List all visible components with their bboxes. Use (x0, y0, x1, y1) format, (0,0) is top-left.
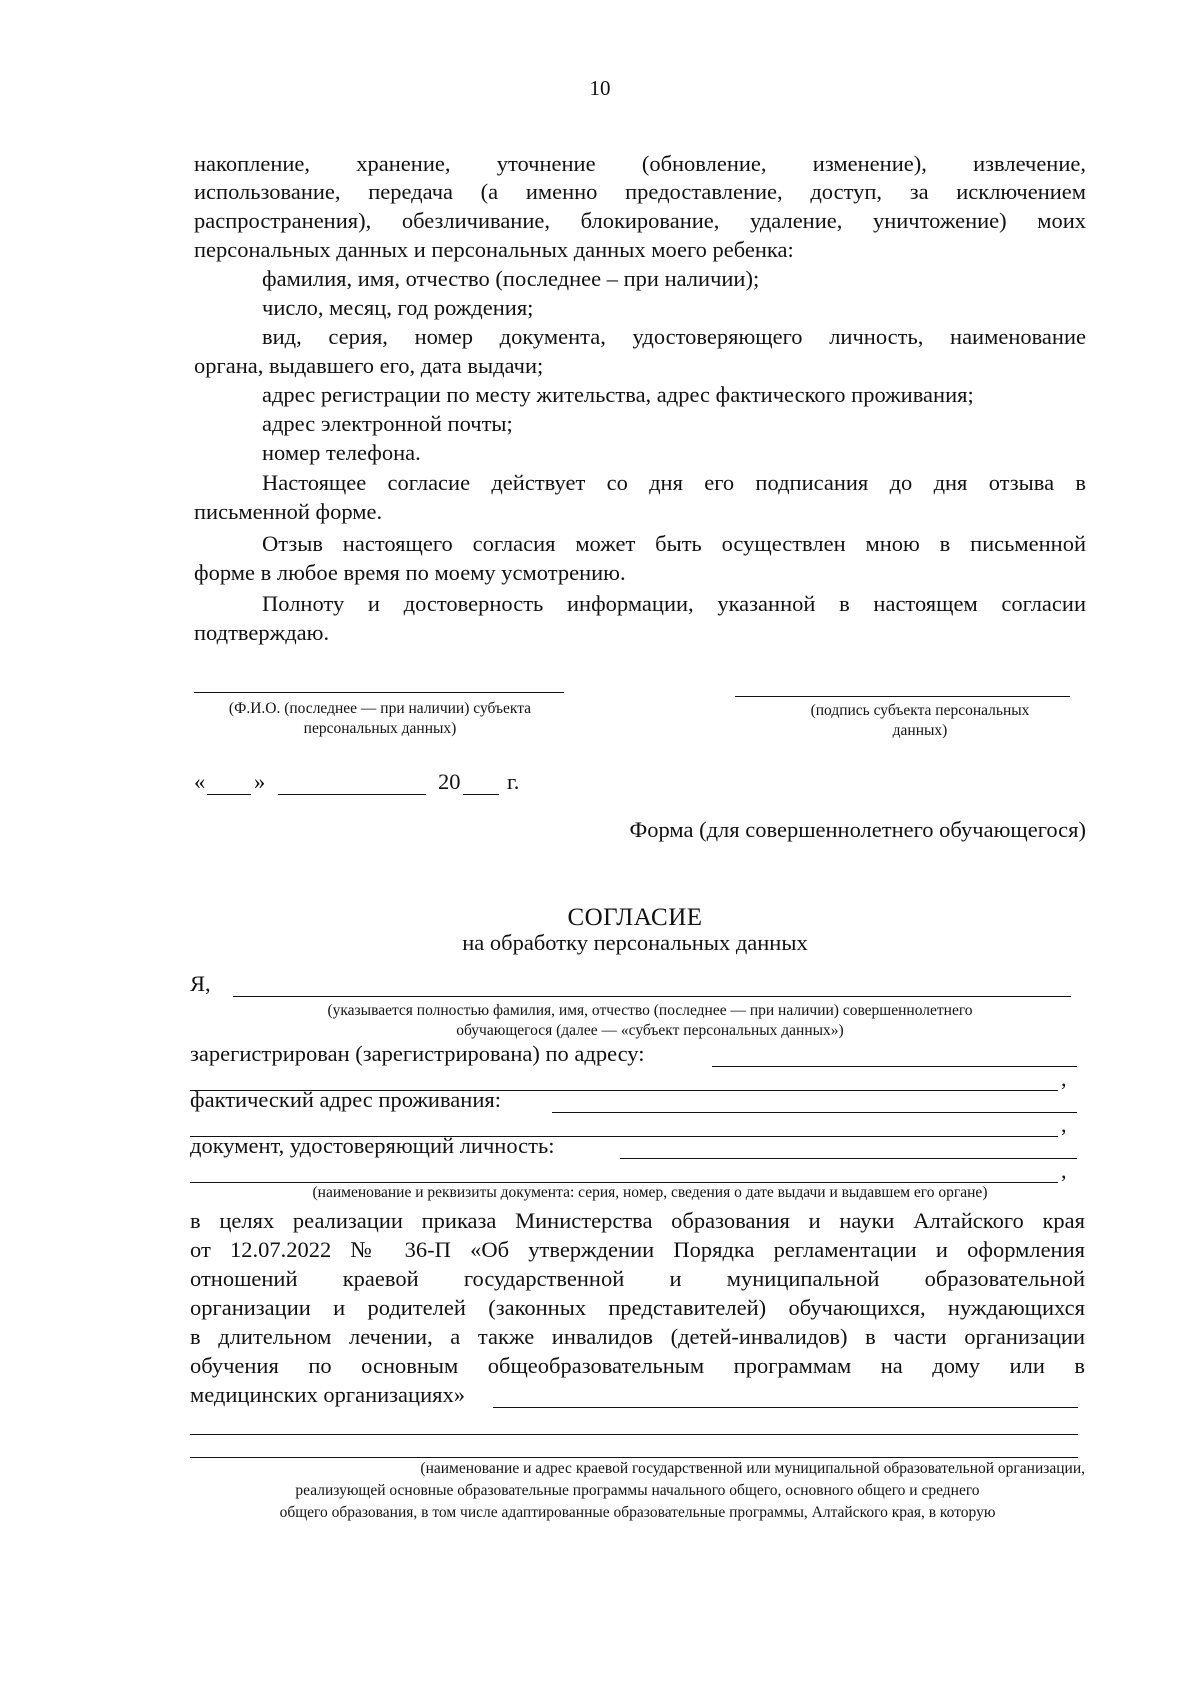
consent-subtitle: на обработку персональных данных (462, 930, 808, 955)
date-day-line (207, 794, 251, 795)
actual-address-field[interactable] (552, 1112, 1077, 1113)
page-number: 10 (589, 76, 611, 100)
validity-line-2: письменной форме. (194, 499, 383, 524)
date-year-suffix: г. (507, 769, 520, 794)
signature-caption-line-2: данных) (892, 722, 948, 739)
fio-caption-line-2: персональных данных) (303, 720, 457, 737)
intro-last-line: персональных данных и персональных данных моего ребенка: (194, 237, 794, 262)
purpose-line-2: от 12.07.2022 № 36-П «Об утверждении Порядка регламентации и оформления (190, 1237, 1085, 1262)
comma: , (1061, 1158, 1067, 1183)
actual-address-label: фактический адрес проживания: (190, 1087, 501, 1112)
registered-address-field[interactable] (712, 1066, 1077, 1067)
confirmation-line-2: подтверждаю. (194, 620, 330, 645)
fio-signature-line (194, 692, 564, 693)
signature-caption-line-1: (подпись субъекта персональных (810, 702, 1030, 719)
purpose-last-line: медицинских организациях» (190, 1382, 465, 1407)
list-item-birthdate: число, месяц, год рождения; (262, 295, 534, 320)
registered-address-label: зарегистрирован (зарегистрирована) по адресу: (190, 1041, 645, 1066)
intro-line-3: распространения), обезличивание, блокирование, удаление, уничтожение) моих (194, 208, 1086, 233)
comma: , (1061, 1112, 1067, 1137)
i-label: Я, (190, 971, 211, 996)
validity-line-1: Настоящее согласие действует со дня его подписания до дня отзыва в (262, 470, 1086, 495)
list-item-email: адрес электронной почты; (262, 411, 513, 436)
date-year-line (463, 794, 499, 795)
purpose-line-6: обучения по основным общеобразовательным программам на дому или в (190, 1353, 1085, 1378)
subject-name-caption-line-1: (указывается полностью фамилия, имя, отчество (последнее — при наличии) совершеннолетнего (327, 1002, 973, 1019)
subject-name-field[interactable] (233, 996, 1071, 997)
date-close-quote: » (254, 769, 266, 794)
organization-field-line-3[interactable] (190, 1457, 1078, 1458)
revocation-line-1: Отзыв настоящего согласия может быть осуществлен мною в письменной (262, 531, 1086, 556)
organization-field-line-2[interactable] (190, 1434, 1078, 1435)
purpose-line-3: отношений краевой государственной и муниципальной образовательной (190, 1266, 1085, 1291)
list-item-fio: фамилия, имя, отчество (последнее – при наличии); (262, 266, 760, 291)
comma: , (1061, 1066, 1067, 1091)
fio-caption-line-1: (Ф.И.О. (последнее — при наличии) субъекта (228, 700, 532, 717)
date-month-line (278, 794, 426, 795)
confirmation-line-1: Полноту и достоверность информации, указанной в настоящем согласии (262, 591, 1086, 616)
organization-caption-line-3: общего образования, в том числе адаптированные образовательные программы, Алтайского края, в которую (279, 1504, 996, 1521)
id-document-label: документ, удостоверяющий личность: (190, 1133, 555, 1158)
id-document-caption: (наименование и реквизиты документа: серия, номер, сведения о дате выдачи и выдавшем его органе) (312, 1184, 988, 1201)
intro-line-2: использование, передача (а именно предоставление, доступ, за исключением (194, 179, 1086, 204)
purpose-line-5: в длительном лечении, а также инвалидов (детей-инвалидов) в части организации (190, 1324, 1085, 1349)
date-year-prefix: 20 (438, 769, 461, 794)
list-item-phone: номер телефона. (262, 440, 421, 465)
purpose-line-1: в целях реализации приказа Министерства образования и науки Алтайского края (190, 1208, 1085, 1233)
organization-field[interactable] (493, 1407, 1078, 1408)
id-document-field[interactable] (620, 1158, 1077, 1159)
list-item-address: адрес регистрации по месту жительства, адрес фактического проживания; (262, 382, 974, 407)
intro-line-1: накопление, хранение, уточнение (обновление, изменение), извлечение, (194, 151, 1086, 176)
purpose-line-4: организации и родителей (законных представителей) обучающихся, нуждающихся (190, 1295, 1085, 1320)
organization-caption-line-1: (наименование и адрес краевой государственной или муниципальной образовательной организации, (420, 1460, 1085, 1477)
subject-name-caption-line-2: обучающегося (далее — «субъект персональных данных») (456, 1022, 844, 1039)
list-item-document-line-1: вид, серия, номер документа, удостоверяющего личность, наименование (262, 324, 1086, 349)
organization-caption-line-2: реализующей основные образовательные программы начального общего, основного общего и среднего (295, 1482, 980, 1499)
date-open-quote: « (194, 769, 206, 794)
list-item-document-line-2: органа, выдавшего его, дата выдачи; (194, 353, 544, 378)
signature-line (735, 696, 1070, 697)
form-label: Форма (для совершеннолетнего обучающегося) (629, 817, 1086, 842)
revocation-line-2: форме в любое время по моему усмотрению. (194, 560, 626, 585)
consent-title: СОГЛАСИЕ (567, 904, 703, 931)
